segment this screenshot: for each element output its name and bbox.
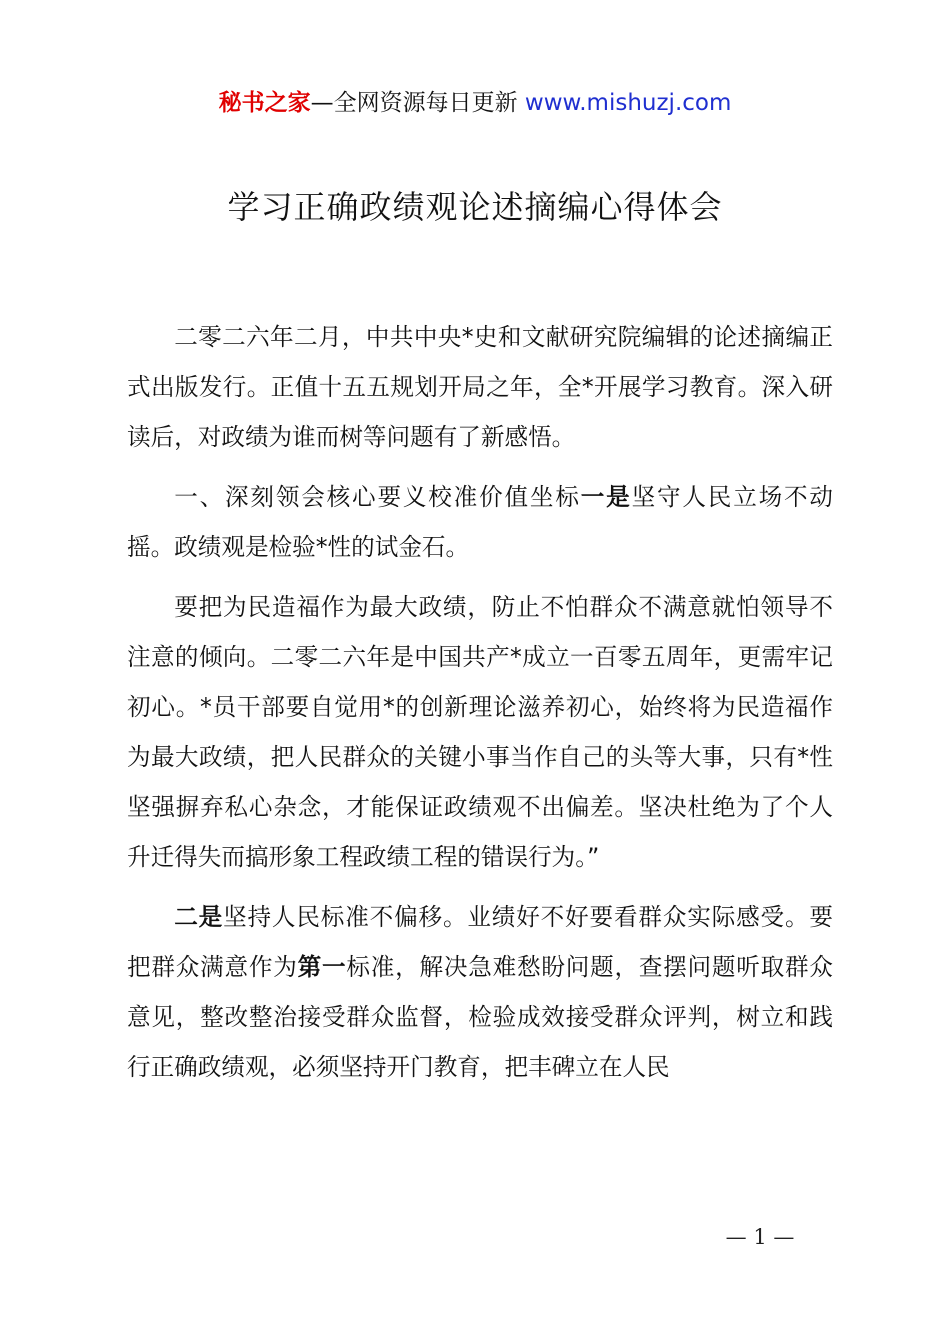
point-two-label: 二是 xyxy=(174,903,224,931)
brand-name: 秘书之家 xyxy=(218,90,311,116)
point-two-continuation: 标准，解决急难愁盼问题，查摆问题听取群众意见，整改整治接受群众监督，检验成效接受群众评判，树立和践行正确政绩观，必须坚持开门教育，把丰碑立在人民 xyxy=(127,953,834,1081)
site-url-link[interactable]: www.mishuzj.com xyxy=(524,90,732,116)
document-title: 学习正确政绩观论述摘编心得体会 xyxy=(227,188,723,226)
point-one-label: 一是 xyxy=(580,483,632,511)
paragraph-people-welfare: 要把为民造福作为最大政绩，防止不怕群众不满意就怕领导不注意的倾向。二零二六年是中国共产*成立一百零五周年，更需牢记初心。*员干部要自觉用*的创新理论滋养初心，始终将为民造福作为最大政绩，把人民群众的关键小事当作自己的头等大事，只有*性坚强摒弃私心杂念，才能保证政绩观不出偏差。坚决杜绝为了个人升迁得失而搞形象工程政绩工程的错误行为。” xyxy=(127,593,833,871)
paragraph-point-two xyxy=(127,892,833,1092)
page-number: — 1 — xyxy=(725,1225,795,1249)
point-one-text: 坚守人民立场不动摇。政绩观是检验*性的试金石。 xyxy=(127,483,834,561)
header-tagline: —全网资源每日更新 xyxy=(310,90,525,116)
point-two-text: 坚持人民标准不偏移。业绩好不好要看群众实际感受。要把群众满意作为 xyxy=(127,903,834,981)
site-header xyxy=(0,86,950,120)
document-body xyxy=(127,312,833,1092)
paragraph-section-one xyxy=(127,472,833,572)
section-heading-text: 一、深刻领会核心要义校准价值坐标 xyxy=(174,483,581,511)
paragraph-intro: 二零二六年二月，中共中央*史和文献研究院编辑的论述摘编正式出版发行。正值十五五规划开局之年，全*开展学习教育。深入研读后，对政绩为谁而树等问题有了新感悟。 xyxy=(127,323,833,451)
first-standard-label: 第一 xyxy=(297,953,347,981)
